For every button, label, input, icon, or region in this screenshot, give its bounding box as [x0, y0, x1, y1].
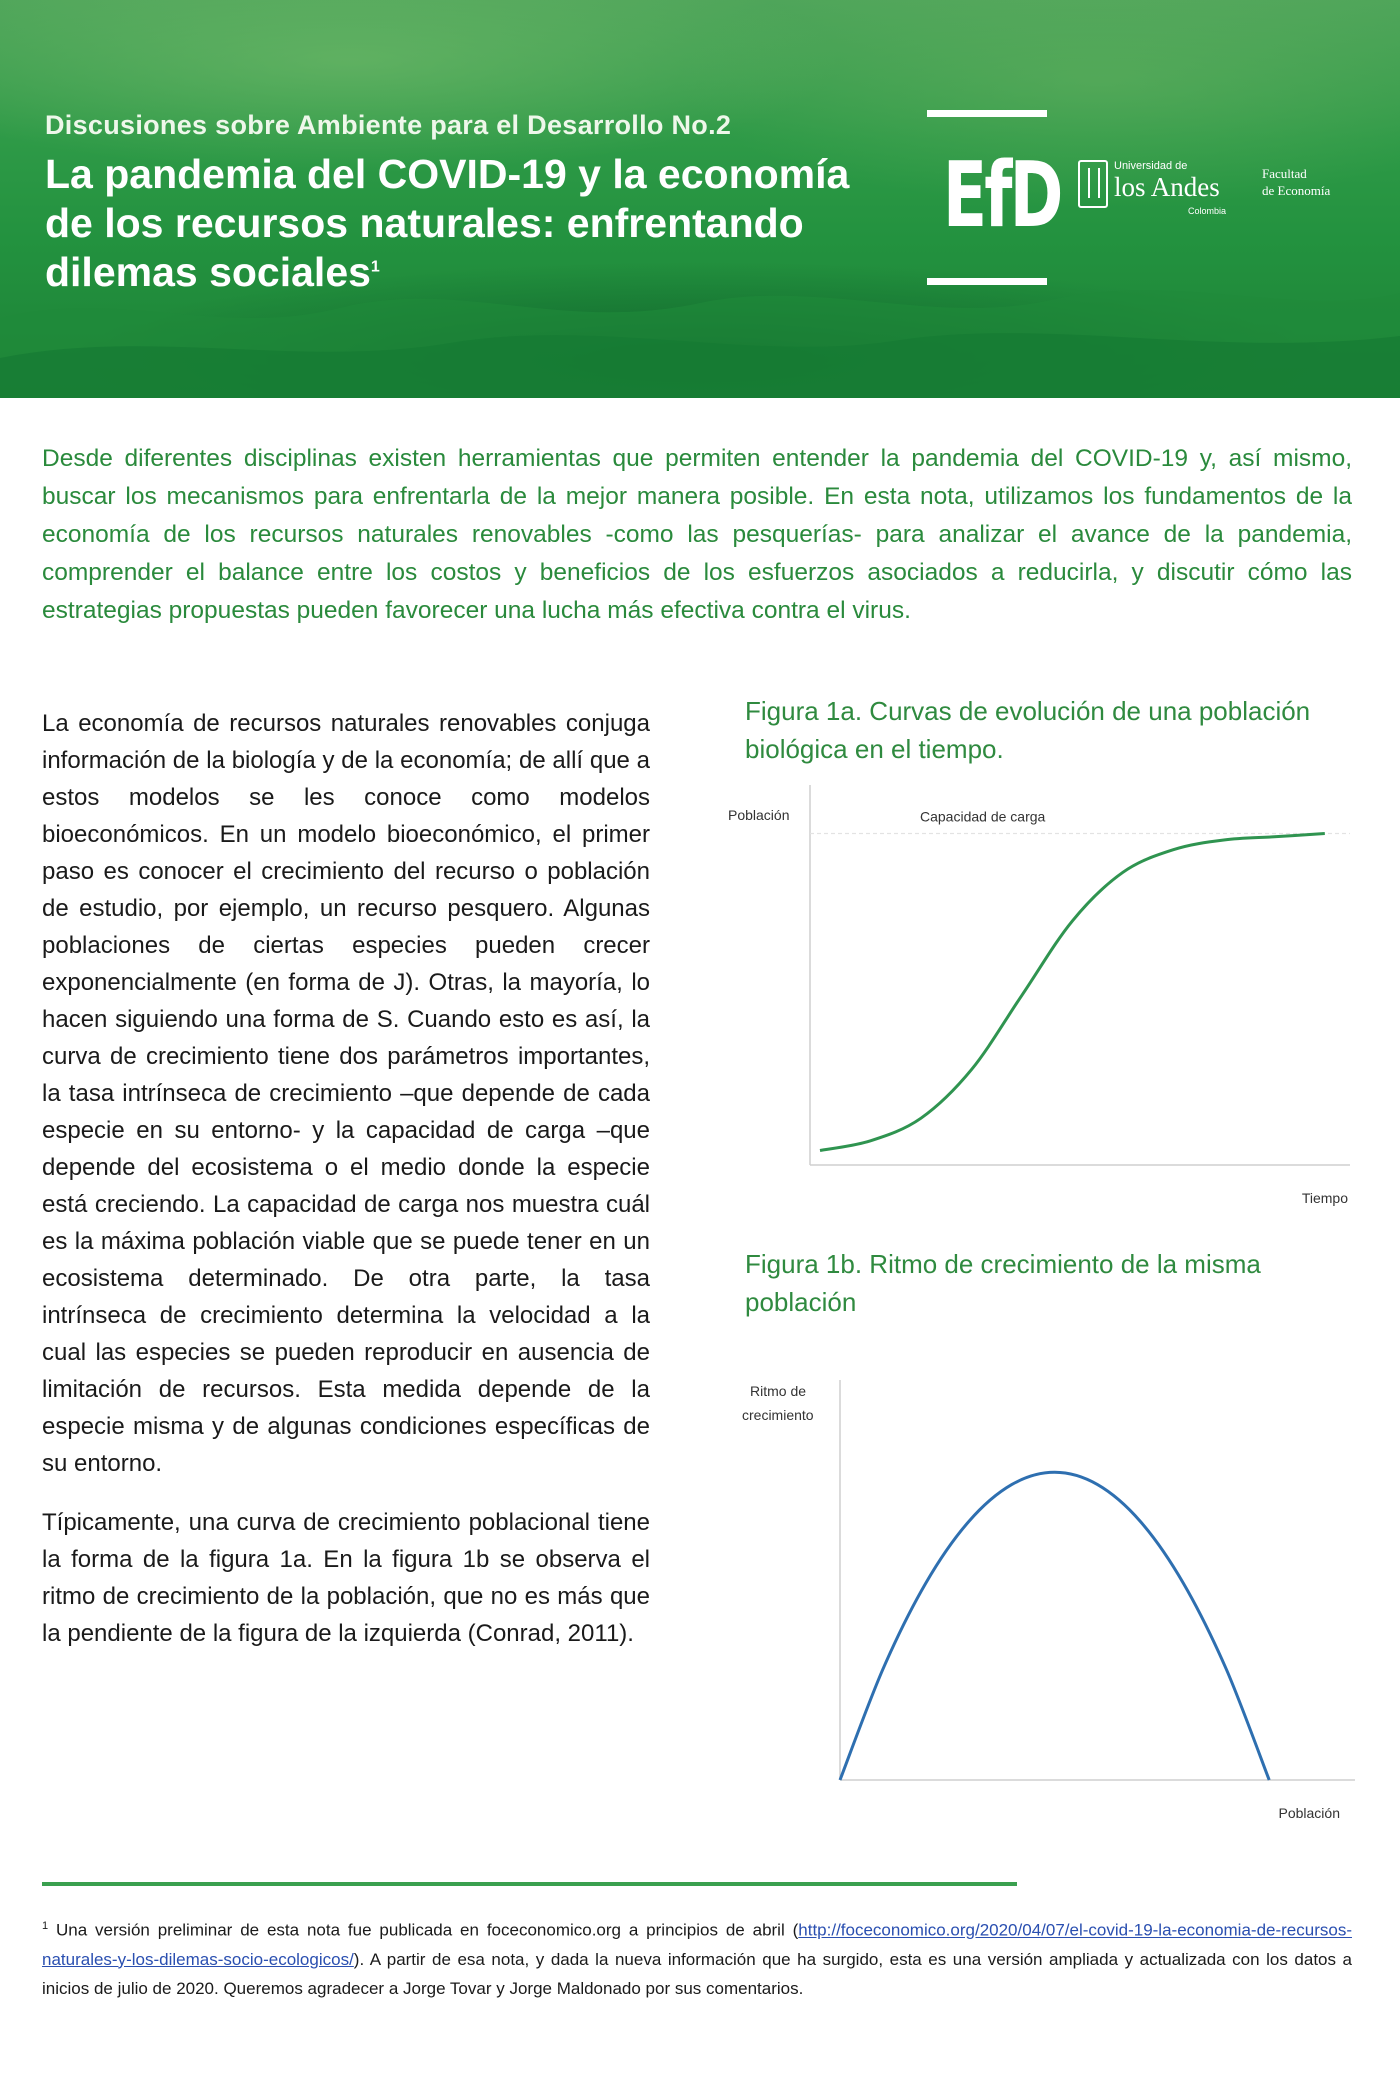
- university-top-text: Universidad de: [1114, 160, 1188, 172]
- population-curve: [820, 834, 1325, 1151]
- intro-paragraph: Desde diferentes disciplinas existen herramientas que permiten entender la pandemia del COVID-19 y, así mismo, buscar los mecanismos para enfrentarla de la mejor manera posible. En esta nota, utilizamos los fundamentos de la economía de los recursos naturales renovables -como las pesquerías- para analizar el avance de la pandemia, comprender el balance entre los costos y beneficios de los esfuerzos asociados a reducirla, y discutir cómo las estrategias propuestas pueden favorecer una lucha más efectiva contra el virus.: [42, 445, 1352, 624]
- efd-logo: [925, 110, 1061, 288]
- figure-1a-caption: Figura 1a. Curvas de evolución de una población biológica en el tiempo.: [745, 696, 1311, 764]
- faculty-logo: [1262, 165, 1372, 199]
- figure-1b-ylabel: [742, 1383, 814, 1423]
- efd-logo-bottom-bar: [927, 278, 1047, 285]
- figure-1b-ylabel-line-2: crecimiento: [742, 1407, 814, 1423]
- footnote: [42, 1912, 1352, 2003]
- figure-1a-axes: [810, 785, 1350, 1165]
- figure-1b-caption: Figura 1b. Ritmo de crecimiento de la misma población: [745, 1249, 1261, 1317]
- figure-1b-xlabel: Población: [1278, 1805, 1340, 1821]
- faculty-line-2: de Economía: [1262, 183, 1331, 198]
- footnote-text-after: ). A partir de esa nota, y dada la nueva información que ha surgido, esta es una versión ampliada y actualizada con los datos a inicios de julio de 2020. Queremos agradecer a Jorge Tovar y Jorge Maldonado por sus comentarios.: [42, 1949, 1352, 1998]
- growth-rate-curve: [840, 1472, 1269, 1780]
- footnote-mark: 1: [42, 1920, 49, 1932]
- page-title-text: La pandemia del COVID-19 y la economía de los recursos naturales: enfrentando dilemas sociales: [45, 151, 850, 295]
- figure-1b-chart: [720, 1370, 1360, 1830]
- page-title: [45, 150, 905, 297]
- efd-logo-text: EfD: [942, 143, 1061, 248]
- university-name: los Andes: [1114, 172, 1220, 202]
- title-footnote-mark: 1: [370, 258, 380, 276]
- figure-1a-xlabel: Tiempo: [1301, 1190, 1348, 1206]
- figure-1a-ylabel: Población: [728, 807, 790, 823]
- body-paragraph-1: La economía de recursos naturales renovables conjuga información de la biología y de la economía; de allí que a estos modelos se les conoce como modelos bioeconómicos. En un modelo bioeconómico, el primer paso es conocer el crecimiento del recurso o población de estudio, por ejemplo, un recurso pesquero. Algunas poblaciones de ciertas especies pueden crecer exponencialmente (en forma de J). Otras, la mayoría, lo hacen siguiendo una forma de S. Cuando esto es así, la curva de crecimiento tiene dos parámetros importantes, la tasa intrínseca de crecimiento –que depende de cada especie en su entorno- y la capacidad de carga –que depende del ecosistema o el medio donde la especie está creciendo. La capacidad de carga nos muestra cuál es la máxima población viable que se puede tener en un ecosistema determinado. De otra parte, la tasa intrínseca de crecimiento determina la velocidad a la cual las especies se pueden reproducir en ausencia de limitación de recursos. Esta medida depende de la especie misma y de algunas condiciones específicas de su entorno.: [42, 710, 650, 1477]
- figure-1a-chart: [720, 775, 1360, 1215]
- body-paragraph-2: Típicamente, una curva de crecimiento poblacional tiene la forma de la figura 1a. En la figura 1b se observa el ritmo de crecimiento de la población, que no es más que la pendiente de la figura de la izquierda (Conrad, 2011).: [42, 1509, 650, 1647]
- efd-logo-top-bar: [927, 110, 1047, 117]
- university-country: Colombia: [1188, 206, 1227, 216]
- header-banner: [0, 0, 1400, 398]
- figure-1b-axes: [840, 1380, 1355, 1780]
- body-column: [42, 705, 650, 1674]
- series-title: Discusiones sobre Ambiente para el Desarrollo No.2: [45, 110, 732, 140]
- footnote-link[interactable]: http://foceconomico.org/2020/04/07/el-covid-19-la-economia-de-recursos-naturales-y-los-dilemas-socio-ecologicos/: [42, 1920, 1352, 1969]
- capacity-annotation: Capacidad de carga: [920, 808, 1046, 825]
- university-crest-icon: [1078, 160, 1108, 208]
- footnote-divider: [42, 1882, 1017, 1886]
- faculty-line-1: Facultad: [1262, 166, 1307, 181]
- footnote-text-before: Una versión preliminar de esta nota fue publicada en foceconomico.org a principios de abril (: [56, 1920, 799, 1940]
- figure-1b-ylabel-line-1: Ritmo de: [750, 1383, 807, 1399]
